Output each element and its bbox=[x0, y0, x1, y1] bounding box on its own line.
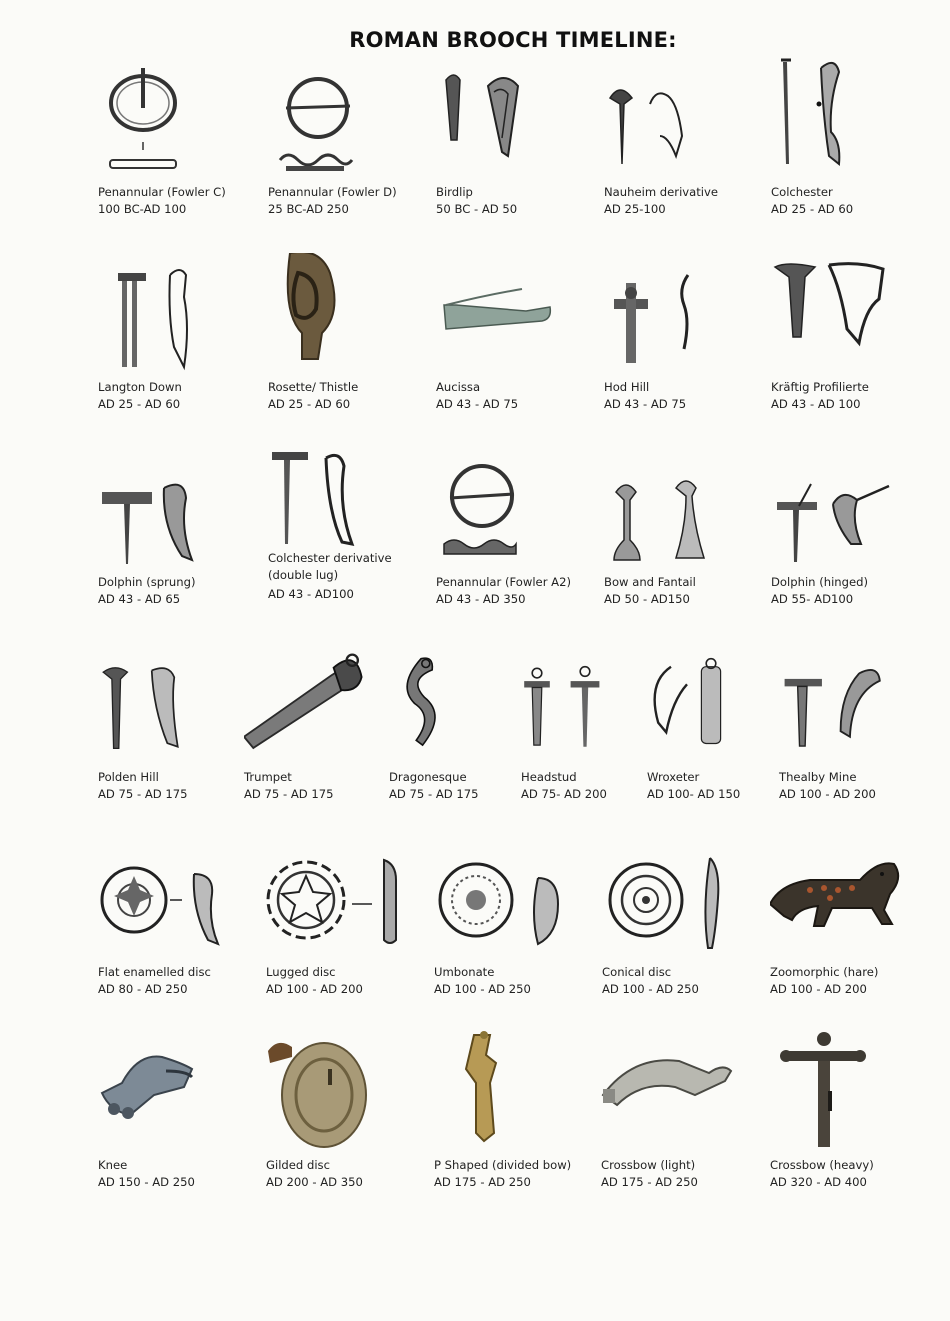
brooch-name: Headstud bbox=[521, 770, 577, 784]
penannular-brooch-icon bbox=[98, 58, 248, 183]
brooch-date: AD 175 - AD 250 bbox=[601, 1175, 698, 1189]
brooch-entry bbox=[521, 643, 651, 837]
brooch-entry bbox=[770, 838, 940, 1032]
brooch-entry bbox=[604, 58, 774, 252]
brooch-date: AD 43 - AD 350 bbox=[436, 592, 526, 606]
brooch-date: AD 43 - AD 75 bbox=[604, 397, 687, 411]
timeline-row-4 bbox=[0, 643, 950, 837]
disc-brooch-icon bbox=[434, 838, 584, 963]
brooch-name-line-2: (double lug) bbox=[268, 568, 339, 582]
brooch-name: Knee bbox=[98, 1158, 128, 1172]
photo-brooch-icon bbox=[601, 1031, 751, 1156]
photo-brooch-icon bbox=[98, 1031, 248, 1156]
brooch-date: AD 75- AD 200 bbox=[521, 787, 607, 801]
brooch-entry bbox=[434, 1031, 604, 1225]
brooch-date: AD 100- AD 150 bbox=[647, 787, 741, 801]
brooch-date: AD 43 - AD 65 bbox=[98, 592, 181, 606]
brooch-entry bbox=[771, 448, 941, 642]
disc-brooch-icon bbox=[602, 838, 752, 963]
brooch-date: 25 BC-AD 250 bbox=[268, 202, 349, 216]
brooch-date: AD 43 - AD100 bbox=[268, 587, 354, 601]
brooch-entry bbox=[604, 253, 774, 447]
brooch-name: Crossbow (light) bbox=[601, 1158, 696, 1172]
brooch-date: AD 43 - AD 100 bbox=[771, 397, 861, 411]
brooch-entry bbox=[266, 838, 436, 1032]
wire-brooch-icon bbox=[604, 58, 754, 183]
photo-brooch-icon bbox=[770, 1031, 920, 1156]
photo-brooch-icon bbox=[434, 1031, 584, 1156]
brooch-entry bbox=[98, 1031, 268, 1225]
animal-brooch-icon bbox=[770, 838, 920, 963]
bow-brooch-icon bbox=[98, 253, 248, 378]
brooch-entry bbox=[98, 643, 238, 837]
brooch-entry bbox=[436, 58, 606, 252]
brooch-date: AD 75 - AD 175 bbox=[98, 787, 188, 801]
brooch-name: Trumpet bbox=[244, 770, 292, 784]
brooch-name: Gilded disc bbox=[266, 1158, 330, 1172]
brooch-entry bbox=[770, 1031, 940, 1225]
bow-brooch-icon bbox=[779, 643, 919, 768]
brooch-name: Aucissa bbox=[436, 380, 481, 394]
brooch-entry bbox=[98, 253, 268, 447]
brooch-date: AD 175 - AD 250 bbox=[434, 1175, 531, 1189]
dolphin-brooch-icon bbox=[98, 448, 248, 573]
brooch-name: Zoomorphic (hare) bbox=[770, 965, 879, 979]
brooch-entry bbox=[389, 643, 519, 837]
brooch-date: AD 100 - AD 250 bbox=[434, 982, 531, 996]
brooch-name: Dragonesque bbox=[389, 770, 467, 784]
brooch-name: Colchester bbox=[771, 185, 833, 199]
brooch-name: Colchester derivative bbox=[268, 551, 392, 565]
brooch-name: Penannular (Fowler A2) bbox=[436, 575, 571, 589]
brooch-name: Wroxeter bbox=[647, 770, 700, 784]
brooch-entry bbox=[602, 838, 772, 1032]
brooch-date: AD 50 - AD150 bbox=[604, 592, 690, 606]
brooch-name: Birdlip bbox=[436, 185, 473, 199]
brooch-date: AD 150 - AD 250 bbox=[98, 1175, 195, 1189]
brooch-entry bbox=[98, 838, 268, 1032]
brooch-date: AD 80 - AD 250 bbox=[98, 982, 188, 996]
brooch-name: Thealby Mine bbox=[779, 770, 857, 784]
brooch-entry bbox=[771, 253, 941, 447]
brooch-date: AD 100 - AD 200 bbox=[266, 982, 363, 996]
brooch-entry bbox=[436, 448, 606, 642]
disc-brooch-icon bbox=[98, 838, 248, 963]
brooch-date: AD 75 - AD 175 bbox=[389, 787, 479, 801]
brooch-name: Langton Down bbox=[98, 380, 182, 394]
brooch-entry bbox=[604, 448, 774, 642]
brooch-name: Penannular (Fowler D) bbox=[268, 185, 397, 199]
timeline-row-5 bbox=[0, 838, 950, 1032]
brooch-date: 50 BC - AD 50 bbox=[436, 202, 518, 216]
brooch-date: 100 BC-AD 100 bbox=[98, 202, 187, 216]
brooch-date: AD 100 - AD 200 bbox=[779, 787, 876, 801]
brooch-name: Flat enamelled disc bbox=[98, 965, 211, 979]
bow-brooch-icon bbox=[98, 643, 228, 768]
brooch-name: Dolphin (sprung) bbox=[98, 575, 196, 589]
brooch-name: Umbonate bbox=[434, 965, 495, 979]
bow-brooch-icon bbox=[521, 643, 641, 768]
brooch-name: Hod Hill bbox=[604, 380, 650, 394]
penannular-brooch-icon bbox=[436, 448, 586, 573]
brooch-entry bbox=[266, 1031, 436, 1225]
brooch-entry bbox=[268, 58, 438, 252]
brooch-name: Nauheim derivative bbox=[604, 185, 719, 199]
photo-brooch-icon bbox=[266, 1031, 416, 1156]
photo-brooch-icon bbox=[436, 253, 586, 378]
lugged-disc-brooch-icon bbox=[266, 838, 416, 963]
brooch-date: AD 320 - AD 400 bbox=[770, 1175, 867, 1189]
brooch-date: AD 43 - AD 75 bbox=[436, 397, 519, 411]
brooch-entry bbox=[771, 58, 941, 252]
brooch-entry bbox=[436, 253, 606, 447]
brooch-entry bbox=[98, 58, 268, 252]
brooch-name: Polden Hill bbox=[98, 770, 159, 784]
bow-brooch-icon bbox=[771, 58, 921, 183]
page-title: ROMAN BROOCH TIMELINE: bbox=[349, 28, 677, 52]
timeline-row-6 bbox=[0, 1031, 950, 1225]
brooch-date: AD 200 - AD 350 bbox=[266, 1175, 363, 1189]
brooch-entry bbox=[98, 448, 268, 642]
brooch-date: AD 25-100 bbox=[604, 202, 666, 216]
bow-brooch-icon bbox=[436, 58, 586, 183]
brooch-name: Kräftig Profilierte bbox=[771, 380, 869, 394]
s-brooch-icon bbox=[389, 643, 509, 768]
photo-brooch-icon bbox=[244, 643, 384, 768]
timeline-row-1 bbox=[0, 58, 950, 252]
brooch-name: P Shaped (divided bow) bbox=[434, 1158, 572, 1172]
fantail-brooch-icon bbox=[604, 448, 754, 573]
penannular-brooch-icon bbox=[268, 58, 418, 183]
brooch-name: Bow and Fantail bbox=[604, 575, 696, 589]
brooch-date: AD 100 - AD 250 bbox=[602, 982, 699, 996]
brooch-date: AD 25 - AD 60 bbox=[771, 202, 854, 216]
brooch-entry bbox=[434, 838, 604, 1032]
brooch-date: AD 75 - AD 175 bbox=[244, 787, 334, 801]
brooch-date: AD 55- AD100 bbox=[771, 592, 854, 606]
bow-brooch-icon bbox=[771, 253, 921, 378]
brooch-name: Crossbow (heavy) bbox=[770, 1158, 874, 1172]
brooch-date: AD 100 - AD 200 bbox=[770, 982, 867, 996]
brooch-name: Rosette/ Thistle bbox=[268, 380, 359, 394]
dolphin-brooch-icon bbox=[771, 448, 921, 573]
brooch-entry bbox=[244, 643, 384, 837]
timeline-row-2 bbox=[0, 253, 950, 447]
brooch-name: Conical disc bbox=[602, 965, 672, 979]
bow-brooch-icon bbox=[604, 253, 754, 378]
timeline-row-3 bbox=[0, 448, 950, 642]
brooch-entry bbox=[601, 1031, 771, 1225]
brooch-entry bbox=[647, 643, 777, 837]
bow-brooch-icon bbox=[647, 643, 767, 768]
brooch-name: Dolphin (hinged) bbox=[771, 575, 869, 589]
brooch-date: AD 25 - AD 60 bbox=[98, 397, 181, 411]
brooch-entry bbox=[268, 253, 438, 447]
brooch-name: Penannular (Fowler C) bbox=[98, 185, 226, 199]
brooch-name: Lugged disc bbox=[266, 965, 336, 979]
brooch-entry bbox=[268, 448, 438, 642]
brooch-date: AD 25 - AD 60 bbox=[268, 397, 351, 411]
brooch-entry bbox=[779, 643, 929, 837]
photo-brooch-icon bbox=[268, 253, 418, 378]
